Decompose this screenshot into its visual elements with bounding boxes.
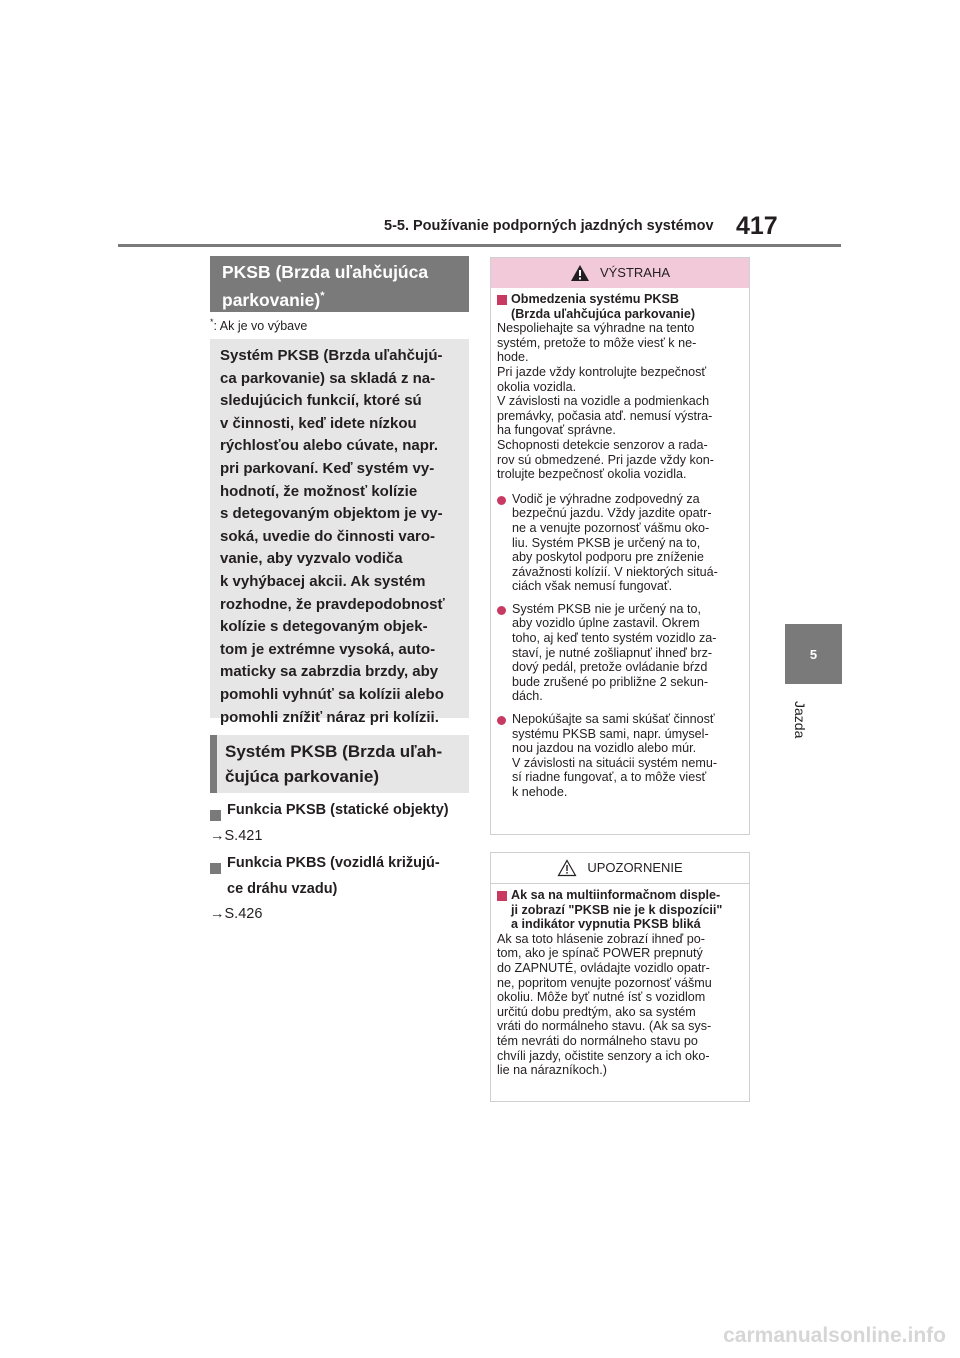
chapter-tab-label: Jazda [792, 701, 808, 739]
text-line: rov sú obmedzené. Pri jazde vždy kon- [497, 452, 714, 467]
notice-paragraph [497, 932, 744, 1078]
text-line: aby poskytol podporu pre zníženie [512, 550, 704, 565]
intro-line: pomohli znížiť náraz pri kolízii. [220, 708, 439, 726]
text-line: do ZAPNUTÉ, ovládajte vozidlo opatr- [497, 960, 710, 975]
intro-line: tom je extrémne vysoká, auto- [220, 640, 436, 658]
warning-heading: VÝSTRAHA [599, 264, 671, 280]
caution-triangle-icon [557, 859, 577, 877]
intro-line: pri parkovaní. Keď systém vy- [220, 459, 435, 477]
title-line: Obmedzenia systému PKSB [511, 292, 679, 306]
text-line: vráti do normálneho stavu. (Ak sa sys- [497, 1019, 712, 1034]
intro-line: hodnotí, že možnosť kolízie [220, 482, 418, 500]
intro-line: ca parkovanie) sa skladá z na- [220, 369, 436, 387]
intro-line: sledujúcich funkcií, ktoré sú [220, 392, 422, 410]
text-line: tom, ako je spínač POWER prepnutý [497, 946, 703, 961]
title-line: (Brzda uľahčujúca parkovanie) [511, 306, 696, 321]
warning-title [497, 292, 744, 321]
text-line: bezpečnú jazdu. Vždy jazdite opatr- [512, 506, 712, 521]
intro-line: v činnosti, keď idete nízkou [220, 414, 417, 432]
text-line: k nehode. [512, 785, 568, 799]
footnote [210, 317, 307, 333]
function-item-static [210, 797, 472, 830]
function-item-crossing [210, 850, 472, 902]
notice-heading: UPOZORNENIE [587, 859, 683, 875]
text-line: okoliu. Môže byť nutné ísť s vozidlom [497, 990, 706, 1005]
warning-paragraph [497, 321, 744, 482]
bullet-dot-icon [497, 496, 506, 505]
function-label-line: Funkcia PKBS (vozidlá križujú- [227, 855, 440, 871]
title-line: Ak sa na multiinformačnom disple- [511, 888, 721, 902]
text-line: systém, pretože to môže viesť k ne- [497, 335, 697, 350]
watermark: carmanualsonline.info [723, 1324, 946, 1347]
text-line: okolia vozidla. [497, 379, 577, 394]
text-line: Vodič je výhradne zodpovedný za [512, 491, 700, 506]
text-line: liu. Systém PKSB je určený na to, [512, 535, 701, 550]
heading-line: čujúca parkovanie) [225, 767, 380, 786]
text-line: V závislosti na vozidle a podmienkach [497, 394, 710, 409]
section-heading-pksb-system [210, 735, 469, 793]
intro-line: k vyhýbacej akcii. Ak systém [220, 572, 426, 590]
chapter-tab-number: 5 [785, 624, 842, 684]
warning-header [491, 258, 749, 288]
text-line: nou jazdou na vozidlo alebo múr. [512, 741, 697, 756]
intro-line: maticky sa zabrzdia brzdy, aby [220, 663, 439, 681]
warning-bullet [497, 602, 744, 704]
heading-line: Systém PKSB (Brzda uľah- [225, 742, 443, 761]
text-line: lie na nárazníkoch.) [497, 1063, 607, 1078]
intro-line: soká, uvedie do činnosti varo- [220, 527, 436, 545]
text-line: Nepokúšajte sa sami skúšať činnosť [512, 712, 715, 727]
warning-triangle-icon [570, 264, 590, 282]
text-line: V závislosti na situácii systém nemu- [512, 755, 718, 770]
text-line: závažnosti kolízií. V niektorých situá- [512, 564, 718, 579]
section-title: 5-5. Používanie podporných jazdných systémov [384, 218, 714, 234]
bullet-dot-icon [497, 606, 506, 615]
bullet-dot-icon [497, 716, 506, 725]
square-bullet-icon [497, 295, 507, 305]
text-line: staví, je nutné zošliapnuť ihneď brz- [512, 645, 713, 660]
text-line: bude zrušené po približne 2 sekun- [512, 674, 709, 689]
text-line: premávky, počasia atď. nemusí výstra- [497, 408, 713, 423]
intro-box [210, 339, 469, 726]
square-bullet-icon [210, 863, 221, 874]
text-line: ciách však nemusí fungovať. [512, 579, 673, 594]
text-line: dách. [512, 689, 543, 704]
text-line: hode. [497, 350, 529, 365]
text-line: tém nevráti do normálneho stavu po [497, 1033, 698, 1048]
intro-line: kolízie s detegovaným objek- [220, 618, 428, 636]
text-line: Systém PKSB nie je určený na to, [512, 601, 701, 616]
intro-line: rozhodne, že pravdepodobnosť [220, 595, 445, 613]
title-line: a indikátor vypnutia PKSB bliká [511, 917, 701, 932]
section-heading-pksb [210, 256, 469, 312]
notice-header [491, 853, 749, 884]
text-line: Ak sa toto hlásenie zobrazí ihneď po- [497, 931, 705, 946]
title-line: ji zobrazí "PKSB nie je k dispozícii" [511, 902, 723, 917]
text-line: Pri jazde vždy kontrolujte bezpečnosť [497, 364, 707, 379]
header-divider [118, 244, 841, 247]
square-bullet-icon [497, 891, 507, 901]
text-line: trolujte bezpečnosť okolia vozidla. [497, 467, 687, 482]
text-line: dový pedál, pretože ovládanie bŕzd [512, 660, 708, 675]
function-label: Funkcia PKSB (statické objekty) [227, 802, 449, 818]
function-label-line: ce dráhu vzadu) [227, 881, 338, 897]
text-line: sí riadne fungovať, a to môže viesť [512, 770, 707, 785]
warning-box [490, 257, 750, 835]
intro-line: s detegovaným objektom je vy- [220, 505, 443, 523]
intro-line: rýchlosťou alebo cúvate, napr. [220, 437, 439, 455]
page-reference-link[interactable]: →S.421 [210, 828, 263, 844]
page-reference-link[interactable]: →S.426 [210, 906, 263, 922]
text-line: toho, aj keď tento systém vozidlo za- [512, 631, 717, 646]
intro-line: Systém PKSB (Brzda uľahčujú- [220, 347, 443, 364]
text-line: Nespoliehajte sa výhradne na tento [497, 321, 695, 336]
heading-asterisk: * [320, 290, 325, 302]
text-line: systému PKSB sami, napr. úmysel- [512, 726, 709, 741]
text-line: Schopnosti detekcie senzorov a rada- [497, 437, 708, 452]
text-line: chvíli jazdy, očistite senzory a ich oko- [497, 1048, 710, 1063]
heading-text: PKSB (Brzda uľahčujúca parkovanie) [222, 262, 429, 310]
intro-line: pomohli vyhnúť sa kolízii alebo [220, 685, 444, 703]
text-line: ne, popritom venujte pozornosť vášmu [497, 975, 712, 990]
square-bullet-icon [210, 810, 221, 821]
text-line: aby vozidlo úplne zastavil. Okrem [512, 616, 700, 631]
warning-bullet [497, 492, 744, 594]
footnote-mark: * [210, 317, 214, 327]
text-line: ne a venujte pozornosť vášmu oko- [512, 520, 710, 535]
notice-title [497, 888, 744, 932]
text-line: určitú dobu predtým, ako sa systém [497, 1004, 696, 1019]
intro-line: vanie, aby vyzvalo vodiča [220, 550, 403, 568]
page-number: 417 [736, 212, 778, 240]
notice-box [490, 852, 750, 1102]
text-line: ha fungovať správne. [497, 423, 616, 438]
warning-bullet [497, 712, 744, 800]
footnote-text: : Ak je vo výbave [213, 319, 308, 334]
